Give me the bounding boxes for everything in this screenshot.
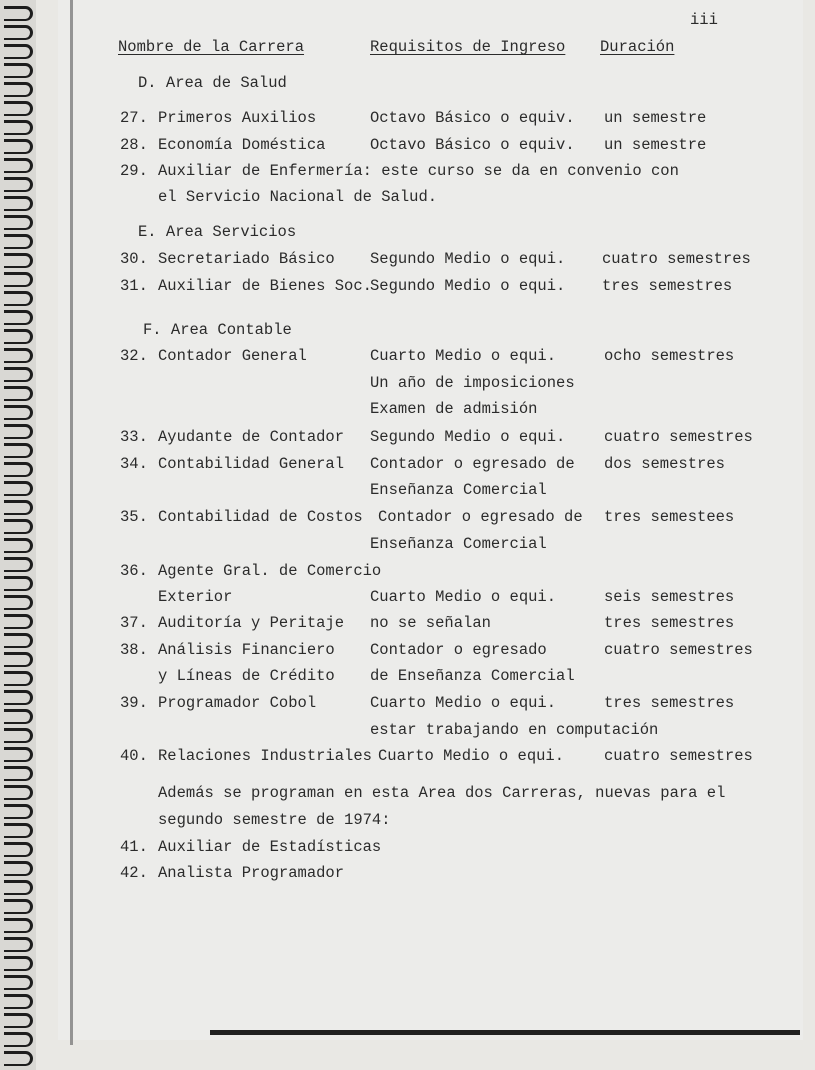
spiral-coil [4, 25, 33, 40]
spiral-coil [4, 766, 33, 781]
duration: tres semestres [604, 694, 735, 712]
spiral-binding [0, 0, 36, 1070]
duration: dos semestres [604, 455, 725, 473]
row-number: 28. [120, 136, 148, 154]
spiral-coil [4, 6, 33, 21]
spiral-coil [4, 234, 33, 249]
requirement: estar trabajando en computación [370, 721, 659, 739]
spiral-coil [4, 937, 33, 952]
spiral-coil [4, 728, 33, 743]
spiral-coil [4, 1032, 33, 1047]
spiral-coil [4, 956, 33, 971]
career-name: Relaciones Industriales [158, 747, 372, 765]
spiral-coil [4, 557, 33, 572]
requirement: de Enseñanza Comercial [370, 667, 575, 685]
requirement: Un año de imposiciones [370, 374, 575, 392]
career-name: Secretariado Básico [158, 250, 335, 268]
duration: ocho semestres [604, 347, 735, 365]
requirement: Cuarto Medio o equi. [370, 347, 557, 365]
career-name: Auxiliar de Estadísticas [158, 838, 382, 856]
page-bottom-edge [210, 1030, 800, 1035]
spiral-coil [4, 177, 33, 192]
spiral-coil [4, 158, 33, 173]
career-name: Contabilidad de Costos [158, 508, 363, 526]
header-requirements: Requisitos de Ingreso [370, 38, 566, 56]
duration: tres semestees [604, 508, 735, 526]
career-name: Programador Cobol [158, 694, 317, 712]
requirement: Cuarto Medio o equi. [378, 747, 565, 765]
row-number: 34. [120, 455, 148, 473]
requirement: Contador o egresado de [370, 455, 575, 473]
spiral-coil [4, 994, 33, 1009]
requirement: Enseñanza Comercial [370, 535, 547, 553]
row-number: 31. [120, 277, 148, 295]
career-note-line: el Servicio Nacional de Salud. [158, 188, 438, 206]
spiral-coil [4, 196, 33, 211]
row-number: 38. [120, 641, 148, 659]
duration: tres semestres [604, 614, 735, 632]
spiral-coil [4, 1013, 33, 1028]
header-duration: Duración [600, 38, 675, 56]
spiral-coil [4, 519, 33, 534]
career-name: Primeros Auxilios [158, 109, 317, 127]
section-health: D. Area de Salud [138, 74, 287, 92]
requirement: Enseñanza Comercial [370, 481, 547, 499]
spiral-coil [4, 348, 33, 363]
duration: cuatro semestres [604, 747, 753, 765]
spiral-coil [4, 823, 33, 838]
spiral-coil [4, 63, 33, 78]
requirement: Segundo Medio o equi. [370, 277, 566, 295]
spiral-coil [4, 367, 33, 382]
spiral-coil [4, 500, 33, 515]
spiral-coil [4, 1051, 33, 1066]
requirement: no se señalan [370, 614, 491, 632]
spiral-coil [4, 386, 33, 401]
spiral-coil [4, 975, 33, 990]
spiral-coil [4, 747, 33, 762]
requirement: Segundo Medio o equi. [370, 250, 566, 268]
career-name: Exterior [158, 588, 233, 606]
duration: cuatro semestres [604, 428, 753, 446]
spiral-coil [4, 538, 33, 553]
requirement: Octavo Básico o equiv. [370, 109, 575, 127]
career-name: Analista Programador [158, 864, 345, 882]
spiral-coil [4, 709, 33, 724]
career-name: Auxiliar de Bienes Soc. [158, 277, 372, 295]
spiral-coil [4, 785, 33, 800]
duration: cuatro semestres [602, 250, 751, 268]
spiral-coil [4, 576, 33, 591]
spiral-coil [4, 424, 33, 439]
career-name: Auditoría y Peritaje [158, 614, 345, 632]
duration: cuatro semestres [604, 641, 753, 659]
page-number: iii [690, 11, 718, 29]
career-note-line: Auxiliar de Enfermería: este curso se da en convenio con [158, 162, 679, 180]
spiral-coil [4, 139, 33, 154]
row-number: 36. [120, 562, 148, 580]
row-number: 41. [120, 838, 148, 856]
career-name: Análisis Financiero [158, 641, 335, 659]
requirement: Contador o egresado [370, 641, 547, 659]
duration: seis semestres [604, 588, 735, 606]
section-services: E. Area Servicios [138, 223, 297, 241]
spiral-coil [4, 82, 33, 97]
duration: un semestre [604, 109, 707, 127]
spiral-coil [4, 633, 33, 648]
section-accounting: F. Area Contable [143, 321, 292, 339]
career-name: Economía Doméstica [158, 136, 326, 154]
spiral-coil [4, 272, 33, 287]
spiral-coil [4, 918, 33, 933]
row-number: 37. [120, 614, 148, 632]
requirement: Octavo Básico o equiv. [370, 136, 575, 154]
spiral-coil [4, 614, 33, 629]
spiral-coil [4, 44, 33, 59]
note-line: segundo semestre de 1974: [158, 811, 391, 829]
requirement: Contador o egresado de [378, 508, 583, 526]
spiral-coil [4, 861, 33, 876]
spiral-coil [4, 101, 33, 116]
spiral-coil [4, 329, 33, 344]
row-number: 35. [120, 508, 148, 526]
row-number: 30. [120, 250, 148, 268]
career-name: Contabilidad General [158, 455, 345, 473]
spiral-coil [4, 595, 33, 610]
career-name: Ayudante de Contador [158, 428, 345, 446]
row-number: 29. [120, 162, 148, 180]
spiral-coil [4, 842, 33, 857]
career-name: y Líneas de Crédito [158, 667, 335, 685]
career-name: Contador General [158, 347, 307, 365]
spiral-coil [4, 405, 33, 420]
spiral-coil [4, 804, 33, 819]
career-name: Agente Gral. de Comercio [158, 562, 382, 580]
spiral-coil [4, 253, 33, 268]
duration: un semestre [604, 136, 707, 154]
header-career: Nombre de la Carrera [118, 38, 305, 56]
spiral-coil [4, 671, 33, 686]
spiral-coil [4, 652, 33, 667]
row-number: 33. [120, 428, 148, 446]
spiral-coil [4, 462, 33, 477]
spiral-coil [4, 690, 33, 705]
spiral-coil [4, 120, 33, 135]
spiral-coil [4, 899, 33, 914]
spiral-coil [4, 310, 33, 325]
note-line: Además se programan en esta Area dos Carreras, nuevas para el [158, 784, 726, 802]
spiral-coil [4, 291, 33, 306]
row-number: 42. [120, 864, 148, 882]
requirement: Examen de admisión [370, 400, 538, 418]
requirement: Cuarto Medio o equi. [370, 588, 557, 606]
requirement: Cuarto Medio o equi. [370, 694, 557, 712]
spiral-coil [4, 443, 33, 458]
spiral-coil [4, 481, 33, 496]
row-number: 32. [120, 347, 148, 365]
spiral-coil [4, 880, 33, 895]
requirement: Segundo Medio o equi. [370, 428, 566, 446]
row-number: 40. [120, 747, 148, 765]
row-number: 27. [120, 109, 148, 127]
row-number: 39. [120, 694, 148, 712]
duration: tres semestres [602, 277, 733, 295]
binding-margin-line [70, 0, 73, 1045]
spiral-coil [4, 215, 33, 230]
